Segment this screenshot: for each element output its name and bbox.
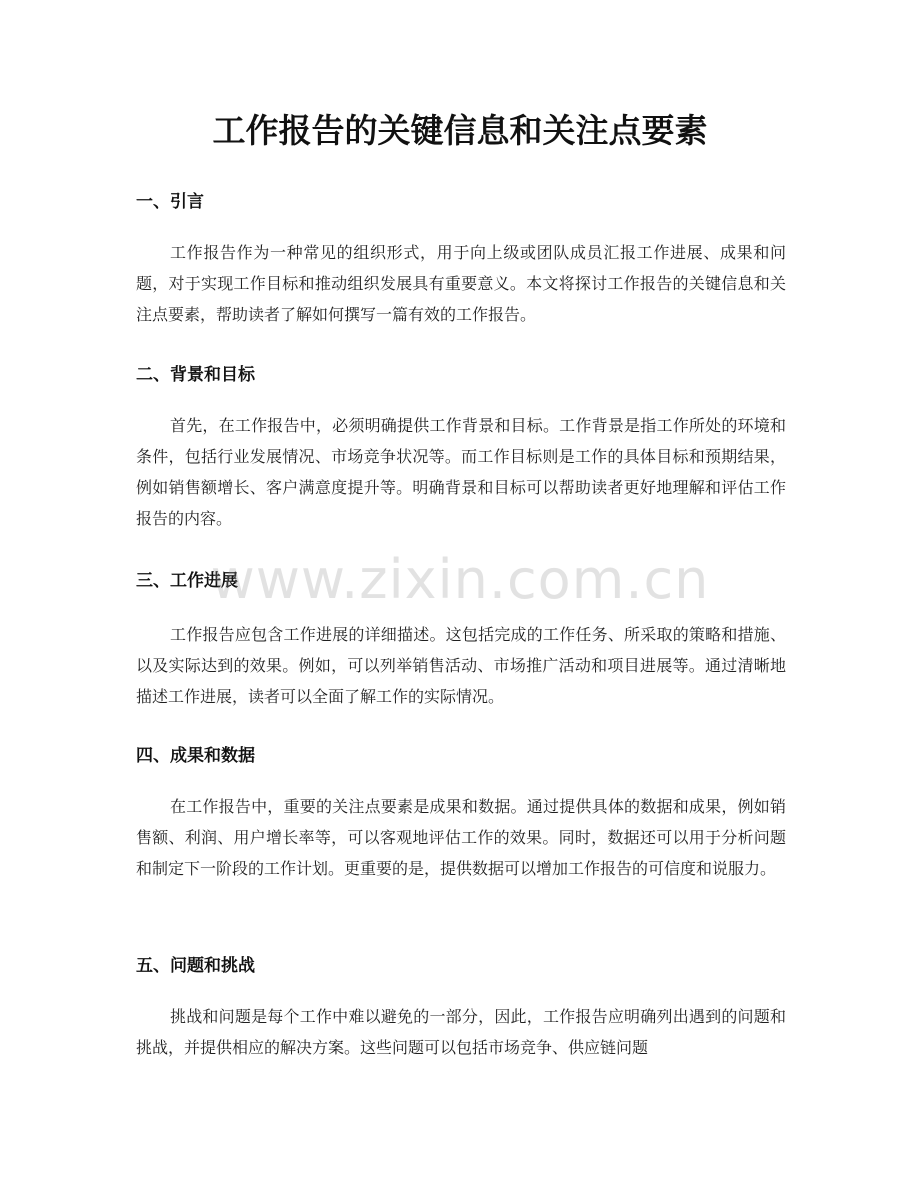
section-heading-results: 四、成果和数据 bbox=[136, 746, 255, 766]
section-heading-progress: 三、工作进展 bbox=[136, 571, 238, 591]
section-paragraph-challenges: 挑战和问题是每个工作中难以避免的一部分，因此，工作报告应明确列出遇到的问题和挑战，并提供相应的解决方案。这些问题可以包括市场竞争、供应链问题 bbox=[136, 1007, 786, 1057]
section-paragraph-intro: 工作报告作为一种常见的组织形式，用于向上级或团队成员汇报工作进展、成果和问题，对于实现工作目标和推动组织发展具有重要意义。本文将探讨工作报告的关键信息和关注点要素，帮助读者了解如何撰写一篇有效的工作报告。 bbox=[136, 243, 786, 324]
section-paragraph-progress: 工作报告应包含工作进展的详细描述。这包括完成的工作任务、所采取的策略和措施、以及实际达到的效果。例如，可以列举销售活动、市场推广活动和项目进展等。通过清晰地描述工作进展，读者可以全面了解工作的实际情况。 bbox=[136, 625, 786, 706]
section-paragraph-background: 首先，在工作报告中，必须明确提供工作背景和目标。工作背景是指工作所处的环境和条件，包括行业发展情况、市场竞争状况等。而工作目标则是工作的具体目标和预期结果，例如销售额增长、客户满意度提升等。明确背景和目标可以帮助读者更好地理解和评估工作报告的内容。 bbox=[136, 416, 786, 528]
watermark: www.zixin.com.cn bbox=[210, 548, 710, 611]
section-heading-background: 二、背景和目标 bbox=[136, 365, 255, 385]
section-heading-challenges: 五、问题和挑战 bbox=[136, 956, 255, 976]
section-heading-intro: 一、引言 bbox=[136, 192, 204, 212]
section-paragraph-results: 在工作报告中，重要的关注点要素是成果和数据。通过提供具体的数据和成果，例如销售额、利润、用户增长率等，可以客观地评估工作的效果。同时，数据还可以用于分析问题和制定下一阶段的工作计划。更重要的是，提供数据可以增加工作报告的可信度和说服力。 bbox=[136, 797, 786, 878]
page-title: 工作报告的关键信息和关注点要素 bbox=[212, 111, 708, 150]
